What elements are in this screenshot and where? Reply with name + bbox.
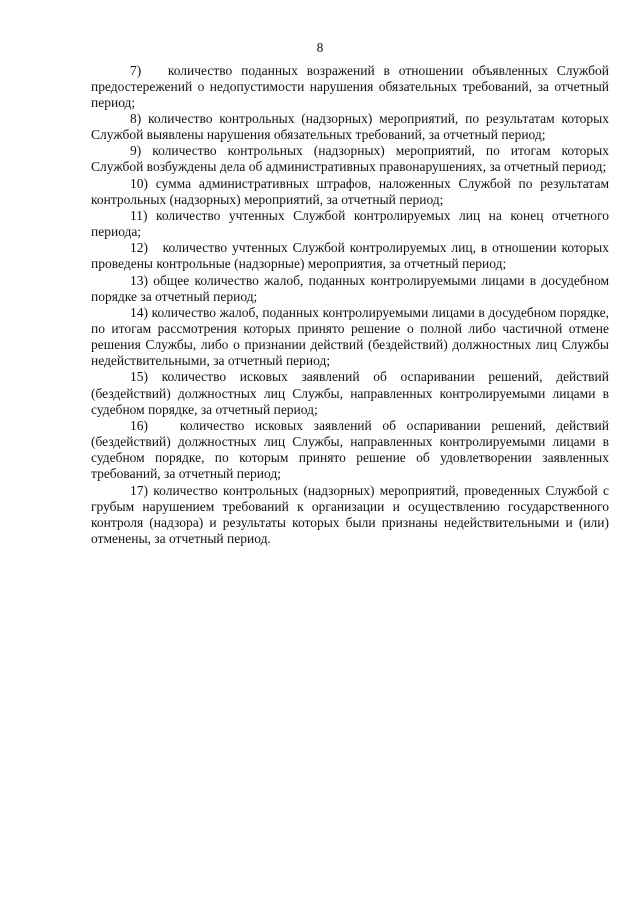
list-item-8: 8) количество контрольных (надзорных) мероприятий, по результатам которых Службой выявлены нарушения обязательных требований, за отчетный период; — [91, 110, 609, 143]
list-item-16: 16) количество исковых заявлений об оспаривании решений, действий (бездействий) должностных лиц Службы, направленных контролируемыми лицами в судебном порядке, по которым принято решение об удовлетворении заявленных требований, за отчетный период; — [91, 417, 609, 482]
list-item-7: 7) количество поданных возражений в отношении объявленных Службой предостережений о недопустимости нарушения обязательных требований, за отчетный период; — [91, 62, 609, 110]
list-item-11: 11) количество учтенных Службой контролируемых лиц на конец отчетного периода; — [91, 207, 609, 240]
list-item-15: 15) количество исковых заявлений об оспаривании решений, действий (бездействий) должностных лиц Службы, направленных контролируемыми лицами в судебном порядке, за отчетный период; — [91, 369, 609, 417]
list-item-9: 9) количество контрольных (надзорных) мероприятий, по итогам которых Службой возбуждены дела об административных правонарушениях, за отчетный период; — [91, 143, 609, 175]
list-item-17: 17) количество контрольных (надзорных) мероприятий, проведенных Службой с грубым нарушением требований к организации и осуществлению государственного контроля (надзора) и результаты которых были признаны недействительными и (или) отменены, за отчетный период. — [91, 482, 609, 547]
document-body — [91, 63, 609, 548]
list-item-10: 10) сумма административных штрафов, наложенных Службой по результатам контрольных (надзорных) мероприятий, за отчетный период; — [91, 175, 609, 207]
list-item-14: 14) количество жалоб, поданных контролируемыми лицами в досудебном порядке, по итогам рассмотрения которых принято решение о полной либо частичной отмене решения Службы, либо о признании действий (бездействий) должностных лиц Службы недействительными, за отчетный период; — [91, 304, 609, 369]
list-item-12: 12) количество учтенных Службой контролируемых лиц, в отношении которых проведены контрольные (надзорные) мероприятия, за отчетный период; — [91, 240, 609, 272]
page-number: 8 — [316, 40, 324, 55]
list-item-13: 13) общее количество жалоб, поданных контролируемыми лицами в досудебном порядке за отчетный период; — [91, 272, 609, 304]
